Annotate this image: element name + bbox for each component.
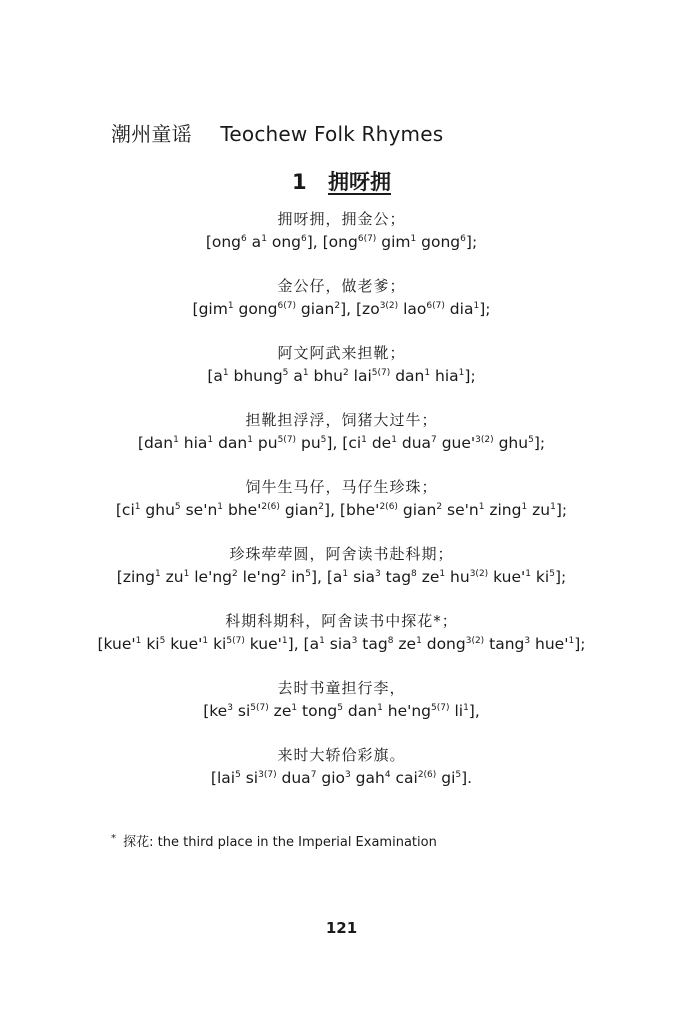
stanza-romanization-line: [gim$^1$ gong$^{6(7)}$ gian$^2$], [$zo^{3(2)}$ lao$^{6(7)}$ dia$^1$]; <box>192 300 491 318</box>
stanza <box>0 610 683 677</box>
footnote <box>111 831 437 850</box>
poem-body <box>0 208 683 811</box>
stanza <box>0 275 683 342</box>
poem-name: 拥呀拥 <box>327 170 391 194</box>
stanza <box>0 476 683 543</box>
stanza-chinese-line: 阿文阿武来担靴； <box>277 344 406 362</box>
stanza <box>0 342 683 409</box>
stanza-romanization-line: [lai$^5$ $si^{3(7)}$ dua$^7$ gio$^3$ gah$^4$ cai$^{2(6)}$ $gi^5$]. <box>210 769 473 787</box>
page-number: 121 <box>325 919 358 937</box>
stanza-chinese-line: 去时书童担行李， <box>277 679 406 697</box>
stanza-romanization-line: [zing$^1$ $zu^1$ $le'ng^2$ $le'ng^2$ $in^5$], [$a^1$ sia$^3$ tag$^8$ $ze^1$ $hu^{3(2)}$ $kue'^1$ $ki^5$]; <box>116 568 567 586</box>
stanza-chinese-line: 珍珠荦荦圆，阿舍读书赴科期； <box>229 545 454 563</box>
section-title-zh: 潮州童谣 <box>111 122 192 146</box>
footnote-text: the third place in the Imperial Examination <box>157 835 437 850</box>
stanza-chinese-line: 金公仔，做老爹； <box>277 277 406 295</box>
stanza-chinese-line: 饲牛生马仔，马仔生珍珠； <box>245 478 438 496</box>
section-title <box>111 118 443 147</box>
stanza <box>0 543 683 610</box>
stanza-chinese-line: 来时大轿佮彩旗。 <box>277 746 406 764</box>
stanza-chinese-line: 科期科期科，阿舍读书中探花*； <box>225 612 458 630</box>
section-title-en: Teochew Folk Rhymes <box>220 122 444 146</box>
stanza <box>0 208 683 275</box>
poem-number: 1 <box>292 170 307 194</box>
stanza <box>0 409 683 476</box>
stanza-romanization-line: [ong$^6$ $a^1$ ong$^6$], [ong$^{6(7)}$ gim$^1$ gong$^6$]; <box>205 233 478 251</box>
stanza-romanization-line: [$ke^3$ $si^{5(7)}$ $ze^1$ tong$^5$ dan$^1$ $he'ng^{5(7)}$ $li^1$], <box>203 702 480 720</box>
stanza-romanization-line: [$a^1$ bhung$^5$ $a^1$ bhu$^2$ lai$^{5(7)}$ dan$^1$ hia$^1$]; <box>207 367 476 385</box>
stanza-chinese-line: 拥呀拥，拥金公； <box>277 210 406 228</box>
poem-title <box>0 166 683 196</box>
stanza-chinese-line: 担靴担浮浮，饲猪大过牛； <box>245 411 438 429</box>
footnote-marker: * <box>111 833 116 844</box>
footnote-term: 探花: <box>123 835 154 850</box>
stanza <box>0 744 683 811</box>
stanza-romanization-line: [dan$^1$ hia$^1$ dan$^1$ $pu^{5(7)}$ $pu^5$], [$ci^1$ $de^1$ dua$^7$ $gue'^{3(2)}$ ghu$^5$]; <box>137 434 546 452</box>
stanza <box>0 677 683 744</box>
stanza-romanization-line: [$kue'^1$ $ki^5$ $kue'^1$ $ki^{5(7)}$ $kue'^1$], [$a^1$ sia$^3$ tag$^8$ $ze^1$ dong$^{3(2)}$ tang$^3$ $hue'^1$]; <box>97 635 586 653</box>
stanza-romanization-line: [$ci^1$ ghu$^5$ $se'n^1$ $bhe'^{2(6)}$ gian$^2$], [$bhe'^{2(6)}$ gian$^2$ $se'n^1$ zing$^1$ $zu^1$]; <box>115 501 568 519</box>
